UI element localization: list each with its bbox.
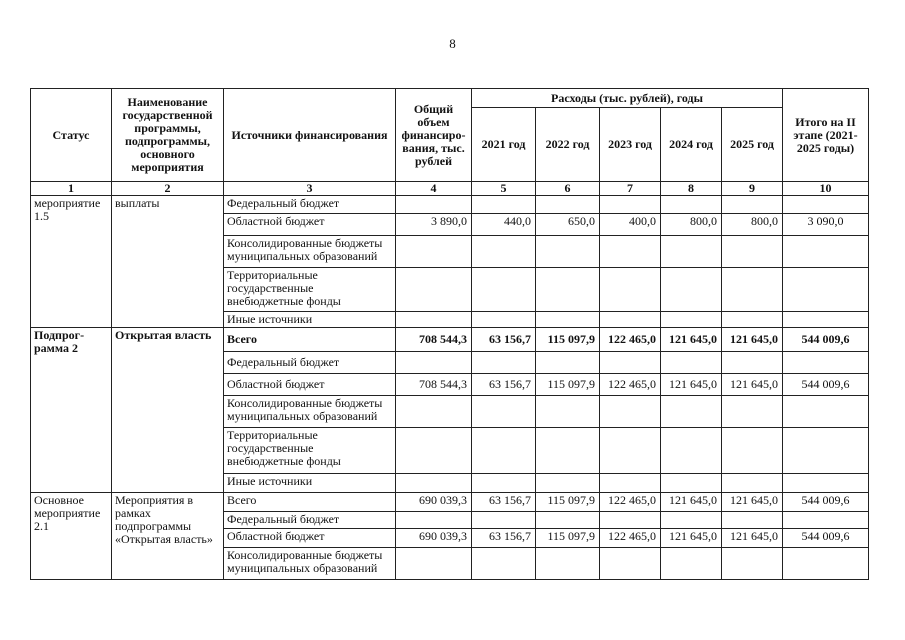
year-cell: [661, 396, 722, 428]
year-cell: [600, 312, 661, 328]
total-cell: [396, 268, 472, 312]
stage-cell: 544 009,6: [783, 374, 869, 396]
year-cell: 800,0: [722, 214, 783, 236]
financing-table: [30, 88, 869, 580]
year-cell: 400,0: [600, 214, 661, 236]
total-cell: 708 544,3: [396, 374, 472, 396]
year-cell: [536, 396, 600, 428]
year-cell: [661, 196, 722, 214]
header-stage-total: Итого на II этапе (2021-2025 годы): [783, 89, 869, 182]
year-cell: [722, 428, 783, 474]
total-cell: [396, 352, 472, 374]
source-cell: Федеральный бюджет: [224, 512, 396, 529]
total-cell: [396, 512, 472, 529]
table-row: [31, 328, 869, 352]
year-cell: [722, 548, 783, 580]
year-cell: [722, 268, 783, 312]
year-cell: [661, 268, 722, 312]
year-cell: [536, 312, 600, 328]
table-row: [31, 493, 869, 512]
year-cell: 115 097,9: [536, 529, 600, 548]
year-cell: [536, 268, 600, 312]
header-year-2025: 2025 год: [722, 108, 783, 182]
year-cell: 63 156,7: [472, 493, 536, 512]
col-index: 8: [661, 182, 722, 196]
col-index: 10: [783, 182, 869, 196]
year-cell: 440,0: [472, 214, 536, 236]
year-cell: 122 465,0: [600, 493, 661, 512]
stage-cell: [783, 312, 869, 328]
total-cell: 3 890,0: [396, 214, 472, 236]
year-cell: [472, 236, 536, 268]
year-cell: [536, 512, 600, 529]
col-index: 3: [224, 182, 396, 196]
total-cell: 708 544,3: [396, 328, 472, 352]
year-cell: 121 645,0: [722, 493, 783, 512]
year-cell: 63 156,7: [472, 328, 536, 352]
year-cell: 115 097,9: [536, 374, 600, 396]
col-index: 4: [396, 182, 472, 196]
year-cell: [536, 428, 600, 474]
year-cell: [722, 312, 783, 328]
stage-cell: [783, 196, 869, 214]
year-cell: [661, 312, 722, 328]
source-cell: Территориальные государственные внебюджетные фонды: [224, 428, 396, 474]
year-cell: [722, 396, 783, 428]
source-cell: Областной бюджет: [224, 374, 396, 396]
total-cell: [396, 236, 472, 268]
stage-cell: [783, 396, 869, 428]
year-cell: [600, 512, 661, 529]
year-cell: 650,0: [536, 214, 600, 236]
total-cell: 690 039,3: [396, 529, 472, 548]
stage-cell: [783, 474, 869, 493]
col-index: 2: [112, 182, 224, 196]
name-cell: выплаты: [112, 196, 224, 328]
source-cell: Областной бюджет: [224, 214, 396, 236]
year-cell: [722, 236, 783, 268]
year-cell: 121 645,0: [661, 328, 722, 352]
year-cell: [536, 196, 600, 214]
year-cell: 121 645,0: [722, 374, 783, 396]
name-cell: Открытая власть: [112, 328, 224, 493]
year-cell: [600, 236, 661, 268]
stage-cell: 544 009,6: [783, 529, 869, 548]
year-cell: [661, 352, 722, 374]
year-cell: [722, 196, 783, 214]
year-cell: 121 645,0: [722, 529, 783, 548]
year-cell: [472, 548, 536, 580]
year-cell: [472, 196, 536, 214]
year-cell: 121 645,0: [661, 529, 722, 548]
year-cell: [472, 352, 536, 374]
header-expenses: Расходы (тыс. рублей), годы: [472, 89, 783, 108]
year-cell: [600, 352, 661, 374]
year-cell: [722, 352, 783, 374]
year-cell: [536, 548, 600, 580]
year-cell: [536, 474, 600, 493]
year-cell: [722, 512, 783, 529]
year-cell: [661, 548, 722, 580]
year-cell: [600, 548, 661, 580]
source-cell: Федеральный бюджет: [224, 352, 396, 374]
year-cell: [472, 312, 536, 328]
total-cell: [396, 428, 472, 474]
total-cell: [396, 548, 472, 580]
source-cell: Иные источники: [224, 312, 396, 328]
year-cell: [722, 474, 783, 493]
header-sources: Источники финансирования: [224, 89, 396, 182]
year-cell: 63 156,7: [472, 529, 536, 548]
total-cell: [396, 474, 472, 493]
year-cell: [600, 428, 661, 474]
year-cell: 122 465,0: [600, 374, 661, 396]
year-cell: 121 645,0: [722, 328, 783, 352]
year-cell: 121 645,0: [661, 374, 722, 396]
year-cell: 800,0: [661, 214, 722, 236]
stage-cell: [783, 548, 869, 580]
col-index: 1: [31, 182, 112, 196]
year-cell: [472, 396, 536, 428]
status-cell: мероприятие 1.5: [31, 196, 112, 328]
header-year-2024: 2024 год: [661, 108, 722, 182]
year-cell: [536, 352, 600, 374]
year-cell: 122 465,0: [600, 328, 661, 352]
col-index: 7: [600, 182, 661, 196]
header-name: Наименование государственной программы, подпрограммы, основного мероприятия: [112, 89, 224, 182]
header-total: Общий объем финансиро-вания, тыс. рублей: [396, 89, 472, 182]
year-cell: [600, 396, 661, 428]
year-cell: 122 465,0: [600, 529, 661, 548]
source-cell: Консолидированные бюджеты муниципальных образований: [224, 548, 396, 580]
name-cell: Мероприятия в рамках подпрограммы «Открытая власть»: [112, 493, 224, 580]
year-cell: [600, 268, 661, 312]
year-cell: [661, 512, 722, 529]
stage-cell: 544 009,6: [783, 328, 869, 352]
source-cell: Консолидированные бюджеты муниципальных образований: [224, 396, 396, 428]
source-cell: Иные источники: [224, 474, 396, 493]
total-cell: 690 039,3: [396, 493, 472, 512]
table-row: [31, 196, 869, 214]
page-number: 8: [449, 36, 456, 51]
total-cell: [396, 196, 472, 214]
year-cell: [472, 268, 536, 312]
col-index: 5: [472, 182, 536, 196]
stage-cell: 3 090,0: [783, 214, 869, 236]
year-cell: [536, 236, 600, 268]
year-cell: 121 645,0: [661, 493, 722, 512]
stage-cell: [783, 268, 869, 312]
year-cell: 63 156,7: [472, 374, 536, 396]
source-cell: Территориальные государственные внебюджетные фонды: [224, 268, 396, 312]
stage-cell: 544 009,6: [783, 493, 869, 512]
source-cell: Консолидированные бюджеты муниципальных образований: [224, 236, 396, 268]
year-cell: 115 097,9: [536, 493, 600, 512]
status-cell: Основное мероприятие 2.1: [31, 493, 112, 580]
year-cell: [661, 474, 722, 493]
stage-cell: [783, 352, 869, 374]
header-status: Статус: [31, 89, 112, 182]
year-cell: 115 097,9: [536, 328, 600, 352]
year-cell: [661, 428, 722, 474]
year-cell: [600, 196, 661, 214]
source-cell: Всего: [224, 493, 396, 512]
total-cell: [396, 396, 472, 428]
stage-cell: [783, 236, 869, 268]
col-index: 6: [536, 182, 600, 196]
year-cell: [600, 474, 661, 493]
header-year-2022: 2022 год: [536, 108, 600, 182]
total-cell: [396, 312, 472, 328]
source-cell: Всего: [224, 328, 396, 352]
year-cell: [472, 428, 536, 474]
stage-cell: [783, 512, 869, 529]
year-cell: [472, 512, 536, 529]
source-cell: Областной бюджет: [224, 529, 396, 548]
header-year-2023: 2023 год: [600, 108, 661, 182]
source-cell: Федеральный бюджет: [224, 196, 396, 214]
stage-cell: [783, 428, 869, 474]
year-cell: [661, 236, 722, 268]
header-year-2021: 2021 год: [472, 108, 536, 182]
col-index: 9: [722, 182, 783, 196]
status-cell: Подпрог-рамма 2: [31, 328, 112, 493]
year-cell: [472, 474, 536, 493]
